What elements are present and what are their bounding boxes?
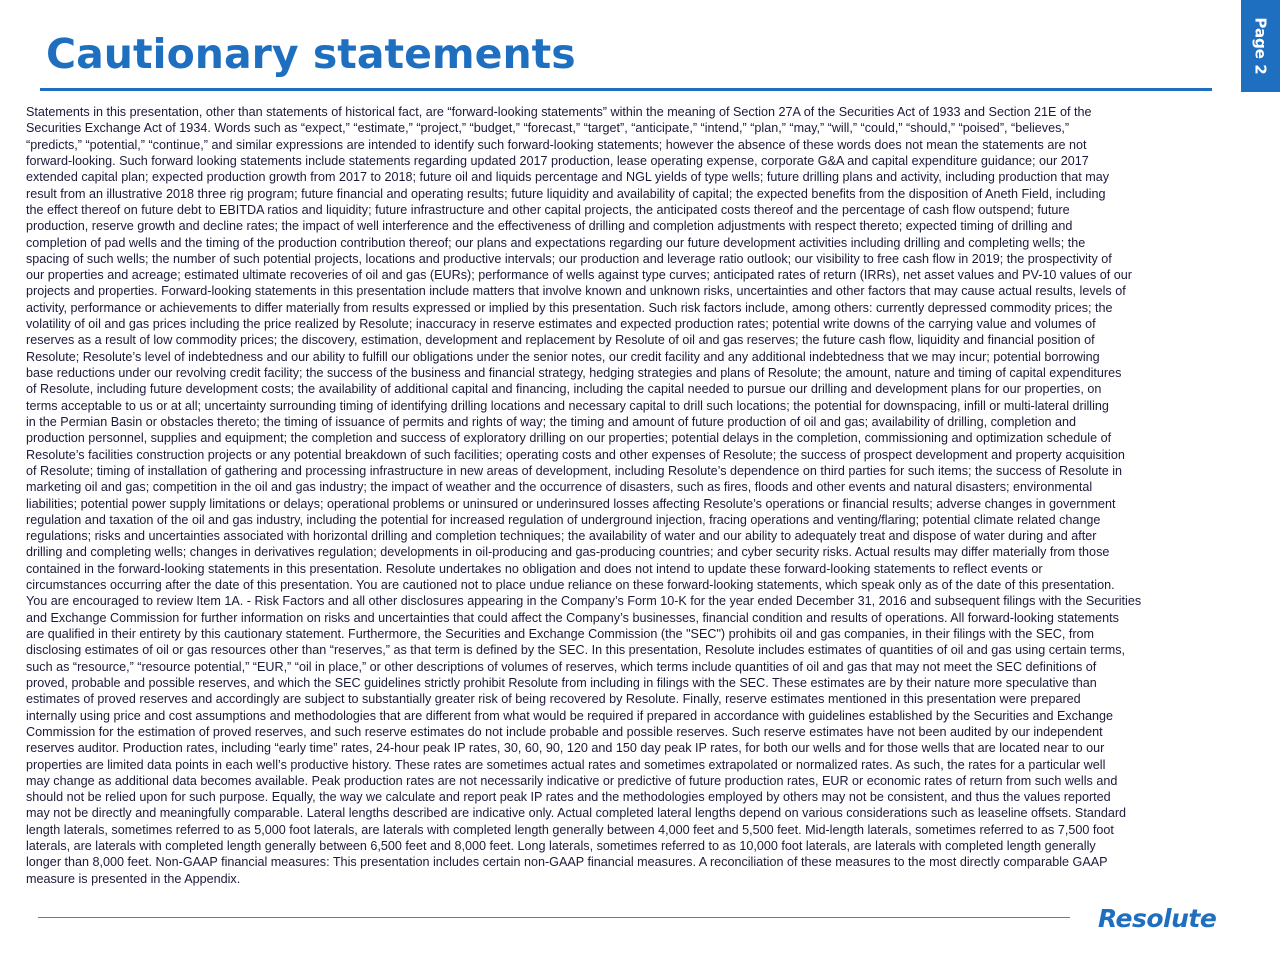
body-text-line: reserves as a result of low commodity prices; the discovery, estimation, development and replacement by Resolute of oil and gas reserves; the future cash flow, liquidity and financial position of (26, 333, 1095, 348)
body-text-line: projects and properties. Forward-looking statements in this presentation include matters that involve known and unknown risks, uncertainties and other factors that may cause actual results, levels of (26, 284, 1126, 299)
body-text-line: volatility of oil and gas prices including the price realized by Resolute; inaccuracy in reserve estimates and expected production rates; potential write downs of the carrying value and volumes of (26, 317, 1096, 332)
body-text-line: contained in the forward-looking statements in this presentation. Resolute undertakes no obligation and does not intend to update these forward-looking statements to reflect events or (26, 561, 1043, 576)
body-text-line: measure is presented in the Appendix. (26, 871, 241, 886)
body-text-line: regulations; risks and uncertainties associated with horizontal drilling and completion techniques; the availability of water and our ability to adequately treat and dispose of water during and after (26, 529, 1097, 544)
body-text-line: disclosing estimates of oil or gas resources other than “reserves,” as that term is defined by the SEC. In this presentation, Resolute includes estimates of quantities of oil and gas using certain terms, (26, 643, 1126, 658)
body-text-line: Resolute’s facilities construction projects or any potential breakdown of such facilities; operating costs and other expenses of Resolute; the success of prospect development and property acquisition (26, 447, 1125, 462)
body-text-line: Commission for the estimation of proved reserves, and such reserve estimates do not include probable and possible reserves. Such reserve estimates have not been audited by our independent (26, 724, 1103, 739)
body-text-line: marketing oil and gas; competition in the oil and gas industry; the impact of weather and the occurrence of disasters, such as fires, floods and other events and natural disasters; environmental (26, 480, 1093, 495)
body-text-line: spacing of such wells; the number of such potential projects, locations and productive intervals; our production and leverage ratio outlook; our visibility to free cash flow in 2019; the prospectivity of (26, 251, 1112, 266)
body-text-line: are qualified in their entirety by this cautionary statement. Furthermore, the Securities and Exchange Commission (the "SEC") prohibits oil and gas companies, in their filings with the SEC, from (26, 627, 1095, 641)
body-text-line: You are encouraged to review Item 1A. - Risk Factors and all other disclosures appearing in the Company’s Form 10-K for the year ended December 31, 2016 and subsequent filings with the Securities (26, 594, 1142, 609)
body-text-line: in the Permian Basin or obstacles thereto; the timing of issuance of permits and rights of way; the timing and amount of future production of oil and gas; availability of drilling, completion and (26, 414, 1077, 429)
body-text-line: and Exchange Commission for further information on risks and uncertainties that could affect the Company’s businesses, financial condition and results of operations. All forward-looking statements (26, 610, 1119, 625)
body-text-line: such as “resource,” “resource potential,” “EUR,” “oil in place,” or other descriptions of volumes of reserves, which terms include quantities of oil and gas that may not meet the SEC definitions of (26, 659, 1097, 674)
body-text-line: estimates of proved reserves and accordingly are subject to substantially greater risk of being recovered by Resolute. Finally, reserve estimates mentioned in this presentation were prepared (26, 692, 1081, 707)
body-text-line: should not be relied upon for such purpose. Equally, the way we calculate and report peak IP rates and the methodologies employed by others may not be consistent, and thus the values reported (26, 790, 1111, 805)
page-number-tab (1241, 0, 1280, 92)
page-number-label: Page 2 (1251, 17, 1270, 75)
body-text-line: internally using price and cost assumptions and methodologies that are different from what would be required if prepared in accordance with guidelines established by the Securities and Exchange (26, 708, 1113, 723)
body-text-line: longer than 8,000 feet. Non-GAAP financial measures: This presentation includes certain non-GAAP financial measures. A reconciliation of these measures to the most directly comparable GAAP (26, 855, 1108, 870)
body-text-line: reserves auditor. Production rates, including “early time” rates, 24-hour peak IP rates, 30, 60, 90, 120 and 150 day peak IP rates, for both our wells and for those wells that are located near to our (26, 741, 1105, 756)
page-title: Cautionary statements (46, 30, 576, 78)
body-text-line: properties are limited data points in each well’s productive history. These rates are sometimes actual rates and sometimes extrapolated or normalized rates. As such, the rates for a particular well (26, 757, 1106, 772)
body-text-line: forward-looking. Such forward looking statements include statements regarding updated 2017 production, lease operating expense, corporate G&A and capital expenditure guidance; our 2017 (26, 153, 1089, 168)
body-text-line: extended capital plan; expected production growth from 2017 to 2018; future oil and liquids percentage and NGL yields of type wells; future drilling plans and activity, including production that may (26, 170, 1110, 185)
body-text-line: length laterals, sometimes referred to as 5,000 foot laterals, are laterals with completed length generally between 4,000 feet and 5,500 feet. Mid-length laterals, sometimes referred to as 7,500 foot (26, 822, 1114, 837)
body-text-line: “predicts,” “potential,” “continue,” and similar expressions are intended to identify such forward-looking statements; however the absence of these words does not mean the statements are not (26, 137, 1087, 152)
resolute-logo: Resolute (1098, 904, 1217, 933)
body-text-line: completion of pad wells and the timing of the production contribution thereof; our plans and expectations regarding our future development activities including drilling and completing wells; the (26, 235, 1086, 250)
body-text-line: drilling and completing wells; changes in derivatives regulation; developments in oil-producing and gas-producing countries; and cyber security risks. Actual results may differ materially from those (26, 545, 1110, 560)
body-text-line: production, reserve growth and decline rates; the impact of well interference and the effectiveness of drilling and completion adjustments with respect thereto; expected timing of drilling and (26, 219, 1073, 234)
body-text-line: our properties and acreage; estimated ultimate recoveries of oil and gas (EURs); performance of wells against type curves; anticipated rates of return (IRRs), net asset values and PV-10 values of our (26, 268, 1132, 283)
body-text-line: terms acceptable to us or at all; uncertainty surrounding timing of identifying drilling locations and necessary capital to drill such locations; the potential for downspacing, infill or multi-lateral drilling (26, 398, 1109, 413)
body-text-line: may not be directly and meaningfully comparable. Lateral lengths described are indicative only. Actual completed lateral lengths depend on various considerations such as leaseline offsets. Standard (26, 806, 1127, 821)
body-text-line: activity, performance or achievements to differ materially from results expressed or implied by this presentation. Such risk factors include, among others: currently depressed commodity prices; the (26, 300, 1113, 315)
body-text-line: result from an illustrative 2018 three rig program; future financial and operating results; future liquidity and availability of capital; the expected benefits from the disposition of Aneth Field, including (26, 186, 1106, 201)
body-text-line: the effect thereof on future debt to EBITDA ratios and liquidity; future infrastructure and other capital projects, the anticipated costs thereof and the percentage of cash flow outspend; future (26, 202, 1070, 217)
body-text-line: liabilities; potential power supply limitations or delays; operational problems or uninsured or underinsured losses affecting Resolute’s operations or financial results; adverse changes in government (26, 496, 1116, 511)
body-text-line: regulation and taxation of the oil and gas industry, including the potential for increased regulation of underground injection, fracing operations and venting/flaring; potential climate related change (26, 512, 1101, 527)
body-text-line: proved, probable and possible reserves, and which the SEC guidelines strictly prohibit Resolute from including in filings with the SEC. These estimates are by their nature more speculative than (26, 675, 1097, 690)
body-text-line: laterals, are laterals with completed length generally between 6,500 feet and 8,000 feet. Long laterals, sometimes referred to as 10,000 foot laterals, are laterals with completed length generally (26, 839, 1096, 854)
title-underline (40, 88, 1212, 91)
body-text-line: circumstances occurring after the date of this presentation. You are cautioned not to place undue reliance on these forward-looking statements, which speak only as of the date of this presentation. (26, 578, 1115, 593)
body-text-line: Statements in this presentation, other than statements of historical fact, are “forward-looking statements” within the meaning of Section 27A of the Securities Act of 1933 and Section 21E of the (26, 105, 1092, 119)
footer-divider (38, 917, 1070, 918)
body-text-line: Resolute; Resolute’s level of indebtedness and our ability to fulfill our obligations under the senior notes, our credit facility and any additional indebtedness that we may incur; potential borrowing (26, 349, 1100, 364)
body-text-line: Securities Exchange Act of 1934. Words such as “expect,” “estimate,” “project,” “budget,” “forecast,” “target”, “anticipate,” “intend,” “plan,” “may,” “will,” “could,” “should,” “poised”, “believes,” (26, 121, 1070, 136)
body-text-line: may change as additional data becomes available. Peak production rates are not necessarily indicative or predictive of future production rates, EUR or economic rates of return from such wells and (26, 773, 1118, 788)
cautionary-statement-body (26, 104, 1258, 887)
body-text-line: of Resolute, including future development costs; the availability of additional capital and financing, including the capital needed to pursue our drilling and development plans for our properties, on (26, 382, 1102, 397)
body-text-line: base reductions under our revolving credit facility; the success of the business and financial strategy, hedging strategies and plans of Resolute; the amount, nature and timing of capital expenditures (26, 366, 1122, 380)
body-text-line: of Resolute; timing of installation of gathering and processing infrastructure in new areas of development, including Resolute’s dependence on third parties for such items; the success of Resolute in (26, 463, 1123, 478)
body-text-line: production personnel, supplies and equipment; the completion and success of exploratory drilling on our properties; potential delays in the completion, commissioning and optimization schedule of (26, 431, 1112, 446)
